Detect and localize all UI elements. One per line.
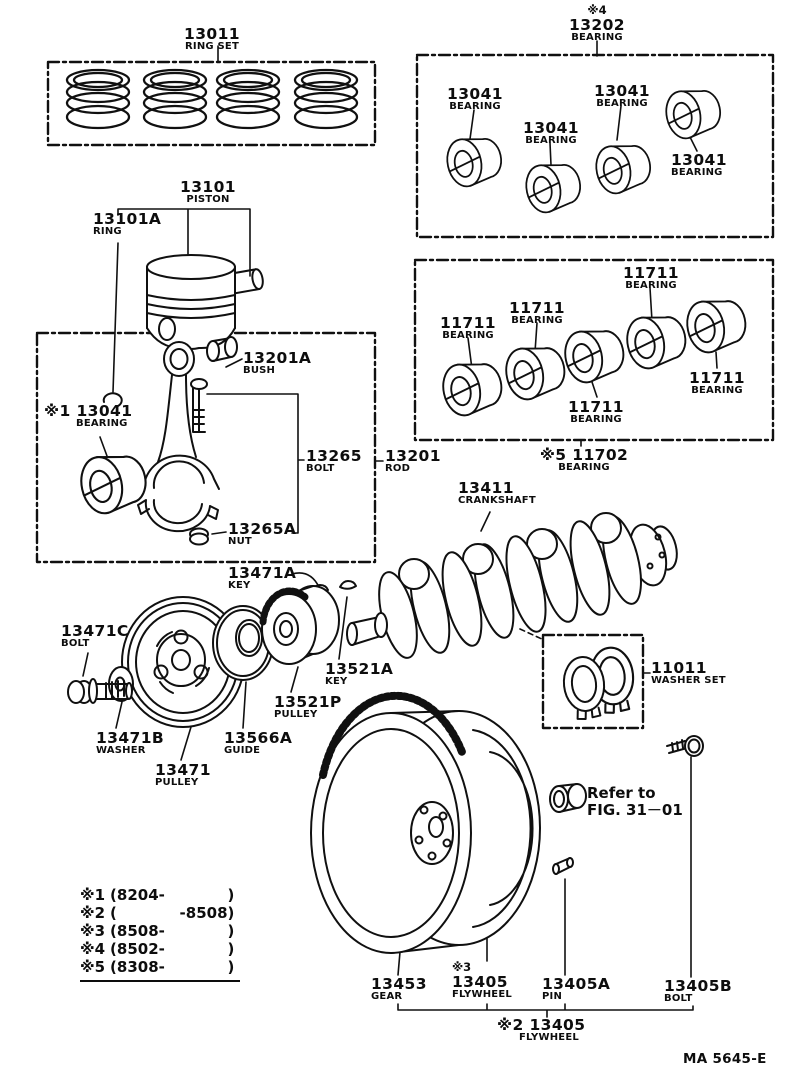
label-washer	[96, 730, 164, 757]
part-caption: GEAR	[371, 991, 403, 1003]
part-caption: RING	[93, 226, 122, 238]
legend-row	[80, 940, 234, 958]
legend-mark: ※4	[80, 940, 106, 958]
label-main-bearing-3	[623, 265, 679, 292]
part-number: 13405	[452, 972, 508, 991]
part-number: 13411	[458, 479, 514, 497]
label-ring-set	[184, 26, 240, 53]
part-number: 11011	[651, 659, 707, 677]
legend-mark: ※2	[80, 904, 106, 922]
part-caption: BEARING	[691, 385, 743, 397]
label-piston	[180, 179, 236, 206]
crankshaft-drawing	[347, 512, 681, 661]
pilot-bearing-drawing	[550, 784, 586, 812]
part-caption: BEARING	[571, 32, 623, 44]
part-number: 13471	[155, 761, 211, 779]
label-main-bearing-2	[509, 300, 565, 327]
label-rod-bearing-1	[447, 86, 503, 113]
part-number: ※1 13041	[44, 402, 133, 420]
part-number: 11711	[623, 264, 679, 282]
label-main-bearing-4	[568, 399, 624, 426]
part-caption: BOLT	[664, 993, 693, 1005]
part-caption: RING SET	[185, 41, 239, 53]
part-number: 13201	[385, 447, 441, 465]
part-number: 13041	[447, 85, 503, 103]
legend-row	[80, 958, 234, 976]
label-washer-set	[651, 660, 726, 687]
label-bush	[243, 350, 311, 377]
part-number: 11711	[509, 299, 565, 317]
part-caption: ROD	[385, 463, 411, 475]
part-number: 13566A	[224, 729, 293, 747]
part-caption: PULLEY	[274, 709, 318, 721]
label-pin	[542, 976, 610, 1003]
part-caption: KEY	[325, 676, 348, 688]
refer-note	[587, 785, 683, 820]
dowel-pin-drawing	[553, 858, 573, 874]
connecting-rod-drawing	[76, 337, 237, 545]
ring-set-box	[48, 62, 375, 145]
part-number: 13202	[569, 15, 625, 34]
label-key-front	[228, 565, 296, 592]
part-number: 13265A	[228, 520, 297, 538]
label-rod-bearing-2	[523, 120, 579, 147]
part-caption: BEARING	[625, 280, 677, 292]
legend-mark: ※3	[80, 922, 106, 940]
flywheel-drawing	[311, 696, 540, 953]
refer-note-line2: FIG. 31－01	[587, 801, 683, 820]
part-mark: ※4	[587, 3, 607, 17]
timing-pulley-drawing	[262, 586, 339, 664]
part-number: 13521A	[325, 660, 394, 678]
part-number: 13041	[523, 119, 579, 137]
part-caption: PIN	[542, 991, 563, 1003]
part-number: 11711	[568, 398, 624, 416]
part-caption: BOLT	[61, 638, 90, 650]
label-guide	[224, 730, 292, 757]
part-number: 13201A	[243, 349, 312, 367]
flywheel-bolt-drawing	[667, 736, 703, 756]
part-number: 13521P	[274, 693, 342, 711]
washer-set-drawing	[561, 646, 636, 721]
part-number: 13101A	[93, 210, 162, 228]
label-rod-bolt	[306, 448, 362, 475]
part-number: 13405A	[542, 975, 611, 993]
refer-note-line1: Refer to	[587, 784, 656, 802]
ring-set-drawing	[67, 70, 357, 128]
legend-mark: ※5	[80, 958, 106, 976]
part-caption: FLYWHEEL	[519, 1032, 579, 1044]
label-rod-bearing-set	[569, 5, 625, 43]
label-rod	[385, 448, 441, 475]
part-caption: PULLEY	[155, 777, 199, 789]
label-piston-ring	[93, 211, 161, 238]
part-mark: ※3	[452, 960, 472, 974]
part-caption: BEARING	[511, 315, 563, 327]
part-number: 13453	[371, 975, 427, 993]
label-gear	[371, 976, 427, 1003]
label-flywheel-mark3	[452, 962, 512, 1000]
legend-range: (8204- )	[110, 886, 235, 904]
part-caption: BEARING	[449, 101, 501, 113]
legend-range: ( -8508)	[110, 904, 235, 922]
label-main-bearing-5	[689, 370, 745, 397]
part-caption: BEARING	[76, 418, 128, 430]
part-number: 11711	[689, 369, 745, 387]
part-caption: WASHER	[96, 745, 146, 757]
part-number: 13471B	[96, 729, 165, 747]
label-crankshaft	[458, 480, 536, 507]
label-rod-bearing-3	[594, 83, 650, 110]
legend-row	[80, 922, 234, 940]
applicability-legend	[80, 886, 240, 982]
legend-range: (8502- )	[110, 940, 235, 958]
part-number: ※5 11702	[539, 446, 629, 464]
legend-row	[80, 886, 234, 904]
legend-mark: ※1	[80, 886, 106, 904]
part-number: 13471C	[61, 622, 129, 640]
part-caption: GUIDE	[224, 745, 261, 757]
part-caption: BEARING	[671, 167, 723, 179]
legend-row	[80, 904, 234, 922]
part-caption: KEY	[228, 580, 251, 592]
label-crank-pulley	[155, 762, 211, 789]
label-pulley-bolt	[61, 623, 129, 650]
part-number: 13265	[306, 447, 362, 465]
label-key-timing	[325, 661, 393, 688]
label-rod-bearing-4	[671, 152, 727, 179]
label-main-bearing-set	[540, 447, 628, 474]
part-caption: BEARING	[442, 330, 494, 342]
part-caption: NUT	[228, 536, 252, 548]
part-caption: BUSH	[243, 365, 276, 377]
legend-range: (8508- )	[110, 922, 235, 940]
label-timing-pulley	[274, 694, 342, 721]
label-flywheel-bolt	[664, 978, 732, 1005]
legend-range: (8308- )	[110, 958, 235, 976]
part-number: 11711	[440, 314, 496, 332]
part-caption: BOLT	[306, 463, 335, 475]
part-caption: BEARING	[570, 414, 622, 426]
part-number: 13471A	[228, 564, 297, 582]
label-rod-bearing	[44, 403, 132, 430]
part-caption: BEARING	[596, 98, 648, 110]
part-number: ※2 13405	[497, 1016, 586, 1034]
part-number: 13405B	[664, 977, 733, 995]
part-number: 13041	[671, 151, 727, 169]
part-caption: BEARING	[558, 462, 610, 474]
part-caption: FLYWHEEL	[452, 989, 512, 1001]
label-flywheel-mark2	[497, 1017, 585, 1044]
label-rod-nut	[228, 521, 296, 548]
part-number: 13011	[184, 25, 240, 43]
part-caption: BEARING	[525, 135, 577, 147]
piston-drawing	[104, 255, 264, 406]
part-caption: PISTON	[186, 194, 230, 206]
part-number: 13041	[594, 82, 650, 100]
label-main-bearing-1	[440, 315, 496, 342]
part-caption: WASHER SET	[651, 675, 726, 687]
part-number: 13101	[180, 178, 236, 196]
figure-code: MA 5645-E	[683, 1051, 767, 1067]
part-caption: CRANKSHAFT	[458, 495, 536, 507]
